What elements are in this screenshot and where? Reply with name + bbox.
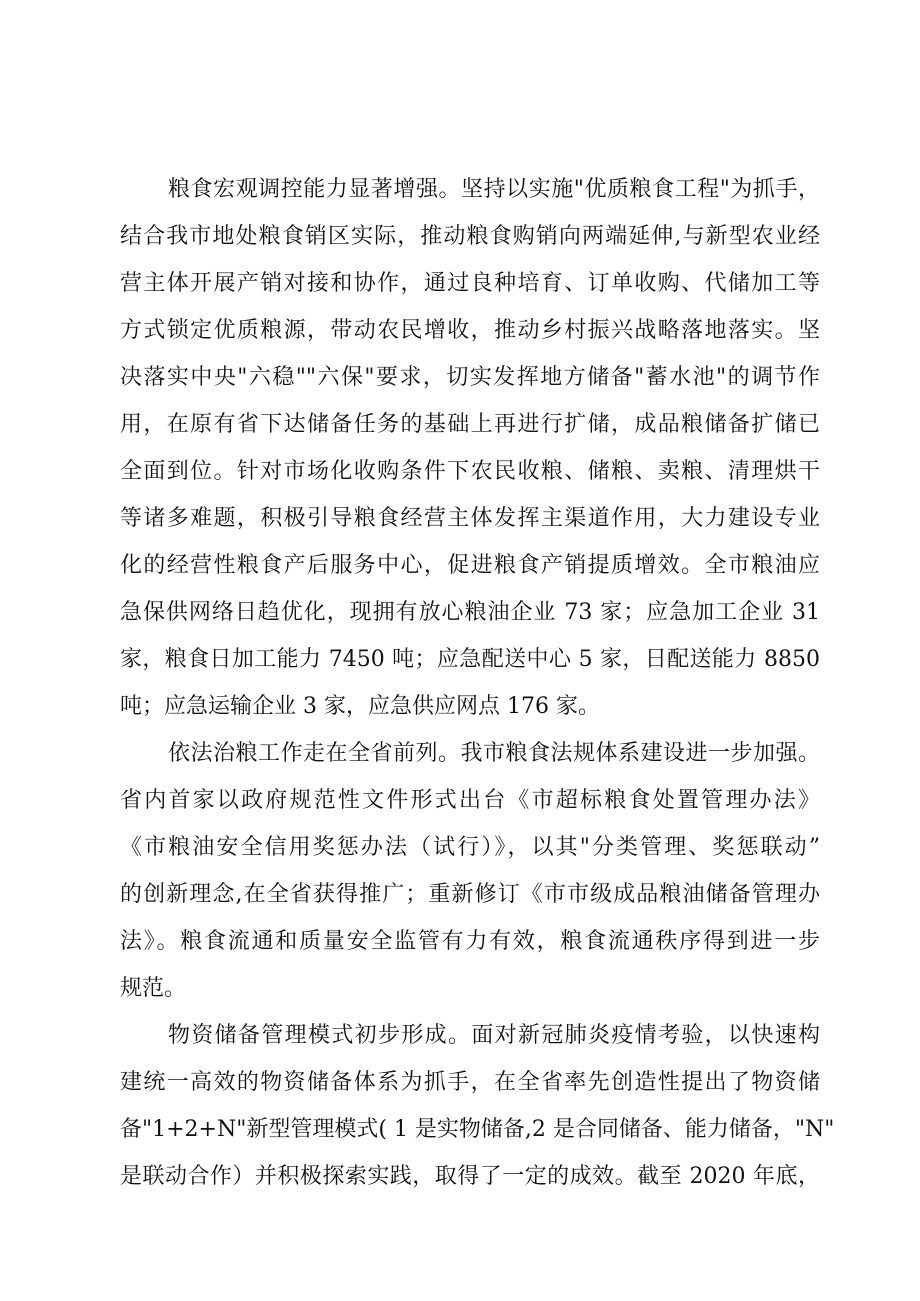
paragraph-line: 等诸多难题，积极引导粮食经营主体发挥主渠道作用，大力建设专业 [120, 506, 820, 531]
grain-regulation-paragraph [120, 166, 820, 730]
paragraph-line: 决落实中央"六稳""六保"要求，切实发挥地方储备"蓄水池"的调节作 [120, 365, 820, 390]
paragraph-line: 吨；应急运输企业 3 家，应急供应网点 176 家。 [120, 694, 600, 719]
paragraph-line: 建统一高效的物资储备体系为抓手，在全省率先创造性提出了物资储 [120, 1070, 820, 1095]
paragraph-line: 结合我市地处粮食销区实际，推动粮食购销向两端延伸,与新型农业经 [120, 224, 820, 249]
paragraph-line: 的创新理念,在全省获得推广；重新修订《市市级成品粮油储备管理办 [120, 882, 820, 907]
paragraph-line: 备"1+2+N"新型管理模式( 1 是实物储备,2 是合同储备、能力储备，"N" [120, 1117, 835, 1142]
paragraph-line: 粮食宏观调控能力显著增强。坚持以实施"优质粮食工程"为抓手， [168, 177, 820, 202]
document-body [120, 166, 835, 1200]
paragraph-line: 依法治粮工作走在全省前列。我市粮食法规体系建设进一步加强。 [168, 741, 820, 766]
paragraph-line: 急保供网络日趋优化，现拥有放心粮油企业 73 家；应急加工企业 31 [120, 600, 820, 625]
paragraph-line: 用，在原有省下达储备任务的基础上再进行扩储，成品粮储备扩储已 [120, 412, 820, 437]
paragraph-line: 规范。 [120, 976, 187, 1001]
material-reserve-paragraph [120, 1012, 835, 1200]
paragraph-line: 全面到位。针对市场化收购条件下农民收粮、储粮、卖粮、清理烘干 [120, 459, 820, 484]
paragraph-line: 省内首家以政府规范性文件形式出台《市超标粮食处置管理办法》 [120, 788, 820, 813]
paragraph-line: 物资储备管理模式初步形成。面对新冠肺炎疫情考验，以快速构 [168, 1023, 820, 1048]
paragraph-line: 营主体开展产销对接和协作，通过良种培育、订单收购、代储加工等 [120, 271, 820, 296]
paragraph-line: 化的经营性粮食产后服务中心，促进粮食产销提质增效。全市粮油应 [120, 553, 820, 578]
paragraph-line: 是联动合作）并积极探索实践，取得了一定的成效。截至 2020 年底， [120, 1164, 820, 1189]
paragraph-line: 法》。粮食流通和质量安全监管有力有效，粮食流通秩序得到进一步 [120, 929, 820, 954]
paragraph-line: 《市粮油安全信用奖惩办法（试行）》，以其"分类管理、奖惩联动” [120, 835, 820, 860]
paragraph-line: 家，粮食日加工能力 7450 吨；应急配送中心 5 家，日配送能力 8850 [120, 647, 820, 672]
paragraph-line: 方式锁定优质粮源，带动农民增收，推动乡村振兴战略落地落实。坚 [120, 318, 820, 343]
legal-governance-paragraph [120, 730, 820, 1012]
